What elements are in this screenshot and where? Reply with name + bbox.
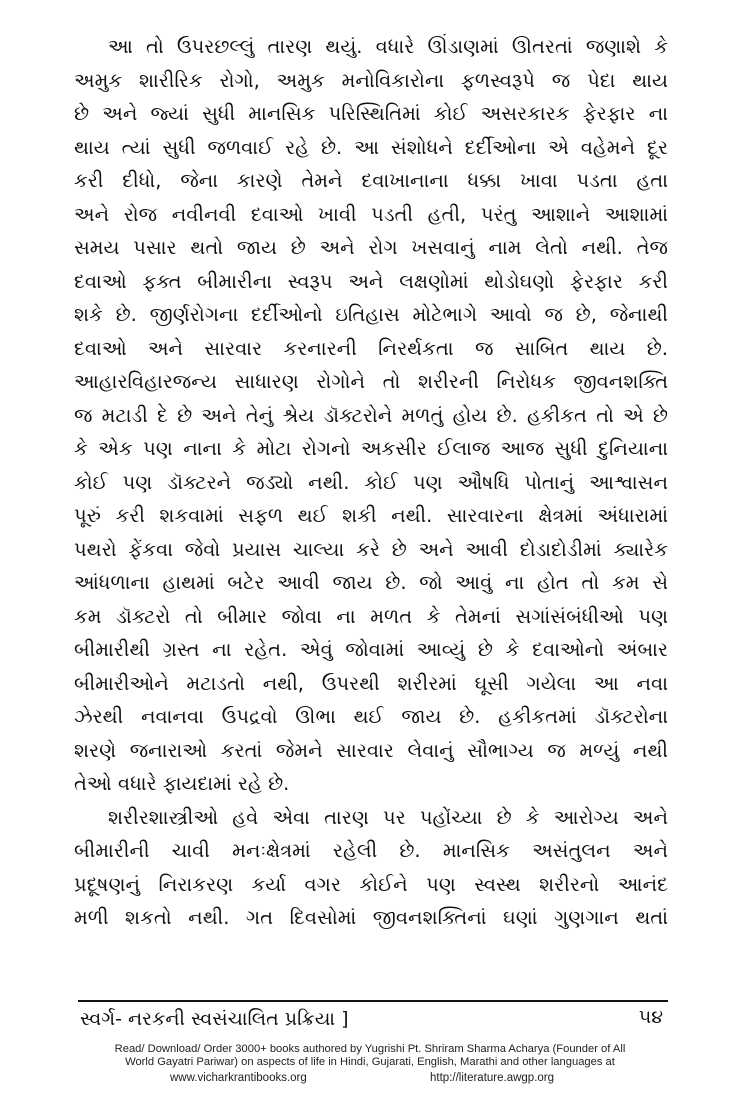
footer-book-title: સ્વર્ગ- નરકની સ્વસંચાલિત પ્રક્રિયા ] [80,1008,349,1030]
text-line: કમ ડૉક્ટરો તો બીમાર જોવા ના મળત કે તેમનાં સગાંસંબંધીઓ પણ [74,604,668,628]
text-line: મળી શકતો નથી. ગત દિવસોમાં જીવનશક્તિનાં ઘણાં ગુણગાન થતાં [74,906,668,929]
text-line: શરીરશાસ્ત્રીઓ હવે એવા તારણ પર પહોંચ્યા છે કે આરોગ્ય અને [108,805,668,829]
text-line: કે એક પણ નાના કે મોટા રોગનો અકસીર ઈલાજ આજ સુધી દુનિયાના [74,437,668,460]
text-line: થાય ત્યાં સુધી જળવાઈ રહે છે. આ સંશોધને દર્દીઓના એ વહેમને દૂર [74,135,668,159]
credit-line: Read/ Download/ Order 3000+ books authored by Yugrishi Pt. Shriram Sharma Acharya (Founder of All [114,1043,626,1055]
text-line: કરી દીધો, જેના કારણે તેમને દવાખાનાના ધક્કા ખાવા પડતા હતા [74,169,668,192]
text-line: દવાઓ ફક્ત બીમારીના સ્વરૂપ અને લક્ષણોમાં થોડોઘણો ફેરફાર કરી [74,269,668,293]
text-line: બીમારીથી ગ્રસ્ત ના રહેત. એવું જોવામાં આવ્યું છે કે દવાઓનો અંબાર [74,638,668,661]
awgp-literature-link[interactable]: http://literature.awgp.org [430,1072,555,1084]
text-line: પ્રદૂષણનું નિરાકરણ કર્યા વગર કોઈને પણ સ્વસ્થ શરીરનો આનંદ [74,872,668,896]
footer-divider [78,1000,668,1002]
text-line: આંધળાના હાથમાં બટેર આવી જાય છે. જો આવું ના હોત તો કમ સે [74,571,668,594]
text-line: આ તો ઉપરછલ્લું તારણ થયું. વધારે ઊંડાણમાં ઊતરતાં જણાશે કે [108,35,668,58]
paragraph-2 [74,801,668,935]
text-line: કોઈ પણ ડૉક્ટરને જડ્યો નથી. કોઈ પણ ઔષધિ પોતાનું આશ્વાસન [74,470,668,494]
page-number: ૫૪ [638,1006,663,1028]
text-line: અમુક શારીરિક રોગો, અમુક મનોવિકારોના ફળસ્વરૂપે જ પેદા થાય [74,68,668,92]
text-line: ઝેરથી નવાનવા ઉપદ્રવો ઊભા થઈ જાય છે. હકીકતમાં ડૉક્ટરોના [74,705,668,728]
text-line: અને રોજ નવીનવી દવાઓ ખાવી પડતી હતી, પરંતુ આશાને આશામાં [74,202,668,226]
text-line: આહારવિહારજન્ય સાધારણ રોગોને તો શરીરની નિરોધક જીવનશક્તિ [74,370,668,393]
credit-line: World Gayatri Pariwar) on aspects of life in Hindi, Gujarati, English, Marathi and other languages at [125,1056,615,1068]
text-line: છે અને જ્યાં સુધી માનસિક પરિસ્થિતિમાં કોઈ અસરકારક ફેરફાર ના [74,102,668,125]
text-line: બીમારીઓને મટાડતો નથી, ઉપરથી શરીરમાં ઘૂસી ગયેલા આ નવા [74,671,668,695]
text-line: પૂરું કરી શકવામાં સફળ થઈ શકી નથી. સારવારના ક્ષેત્રમાં અંધારામાં [74,504,668,527]
text-line: દવાઓ અને સારવાર કરનારની નિરર્થકતા જ સાબિત થાય છે. [74,336,668,360]
page-body [74,30,668,935]
credit-notice [70,1043,670,1069]
text-line: બીમારીની ચાવી મનઃક્ષેત્રમાં રહેલી છે. માનસિક અસંતુલન અને [74,839,668,862]
text-line: શરણે જનારાઓ કરતાં જેમને સારવાર લેવાનું સૌભાગ્ય જ મળ્યું નથી [74,738,668,762]
text-line: શકે છે. જીર્ણરોગના દર્દીઓનો ઇતિહાસ મોટેભાગે આવો જ છે, જેનાથી [74,303,668,326]
text-line: તેઓ વધારે ફાયદામાં રહે છે. [74,772,290,795]
text-line: સમય પસાર થતો જાય છે અને રોગ ખસવાનું નામ લેતો નથી. તેજ [74,236,668,259]
vicharkranti-link[interactable]: www.vicharkrantibooks.org [170,1072,307,1084]
text-line: જ મટાડી દે છે અને તેનું શ્રેય ડૉક્ટરોને મળતું હોય છે. હકીકત તો એ છે [74,403,668,427]
text-line: પથરો ફેંકવા જેવો પ્રયાસ ચાલ્યા કરે છે અને આવી દોડાદોડીમાં ક્યારેક [74,537,668,561]
paragraph-1 [74,30,668,801]
